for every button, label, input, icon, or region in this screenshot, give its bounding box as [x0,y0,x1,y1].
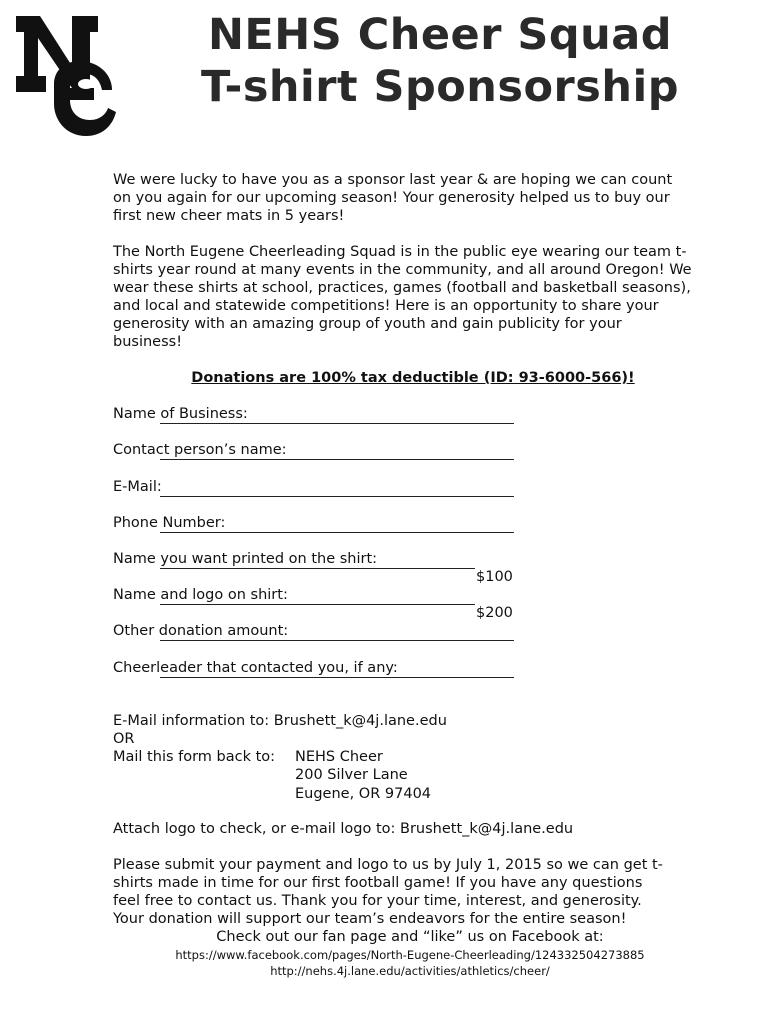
business-name-field[interactable] [160,423,514,424]
intro-paragraph-2: The North Eugene Cheerleading Squad is in the public eye wearing our team t-shirts year round at many events in the community, and all around Oregon! We wear these shirts at school, practices, games (football and basketball seasons), and local and statewide competitions! Here is an opportunity to share your generosity with an amazing group of youth and gain publicity for your business! [113,244,692,350]
logo-e-eye [78,79,94,89]
address-line-2: 200 Silver Lane [295,767,408,783]
shirt-name-field[interactable] [160,568,475,569]
cheerleader-label: Cheerleader that contacted you, if any: [113,660,398,676]
or-text: OR [113,731,135,747]
mail-form-label: Mail this form back to: [113,749,276,765]
email-label: E-Mail: [113,479,162,495]
email-field[interactable] [160,496,514,497]
shirt-name-label: Name you want printed on the shirt: [113,551,378,567]
address-line-1: NEHS Cheer [295,749,383,765]
contact-name-field[interactable] [160,459,514,460]
attach-logo-note: Attach logo to check, or e-mail logo to: Brushett_k@4j.lane.edu [113,821,574,837]
tax-deductible-note: Donations are 100% tax deductible (ID: 93-6000-566)! [191,370,635,386]
closing-line-4: Your donation will support our team’s endeavors for the entire season! [113,911,627,927]
closing-line-3: feel free to contact us. Thank you for your time, interest, and generosity. [113,893,642,909]
school-link[interactable]: http://nehs.4j.lane.edu/activities/athletics/cheer/ [270,964,550,978]
closing-line-1: Please submit your payment and logo to us by July 1, 2015 so we can get t- [113,857,663,873]
nehs-logo [14,14,118,138]
other-donation-label: Other donation amount: [113,623,289,639]
page-title-line1: NEHS Cheer Squad [207,10,673,60]
page-title-line2: T-shirt Sponsorship [200,62,679,112]
contact-name-label: Contact person’s name: [113,442,287,458]
logo-on-shirt-field[interactable] [160,604,475,605]
logo-e-shape [54,61,116,136]
closing-line-2: shirts made in time for our first football game! If you have any questions [113,875,643,891]
cheerleader-field[interactable] [160,677,514,678]
phone-field[interactable] [160,532,514,533]
other-donation-field[interactable] [160,640,514,641]
intro-paragraph-1: We were lucky to have you as a sponsor last year & are hoping we can count on you again for our upcoming season! Your generosity helped us to buy our first new cheer mats in 5 years! [113,172,673,224]
facebook-link[interactable]: https://www.facebook.com/pages/North-Eugene-Cheerleading/124332504273885 [175,948,645,962]
phone-label: Phone Number: [113,515,226,531]
shirt-name-price: $100 [476,569,513,585]
logo-on-shirt-price: $200 [476,605,513,621]
address-line-3: Eugene, OR 97404 [295,786,432,802]
business-name-label: Name of Business: [113,406,248,422]
logo-on-shirt-label: Name and logo on shirt: [113,587,288,603]
email-info-line: E-Mail information to: Brushett_k@4j.lane.edu [113,713,447,729]
facebook-header: Check out our fan page and “like” us on Facebook at: [216,929,604,945]
